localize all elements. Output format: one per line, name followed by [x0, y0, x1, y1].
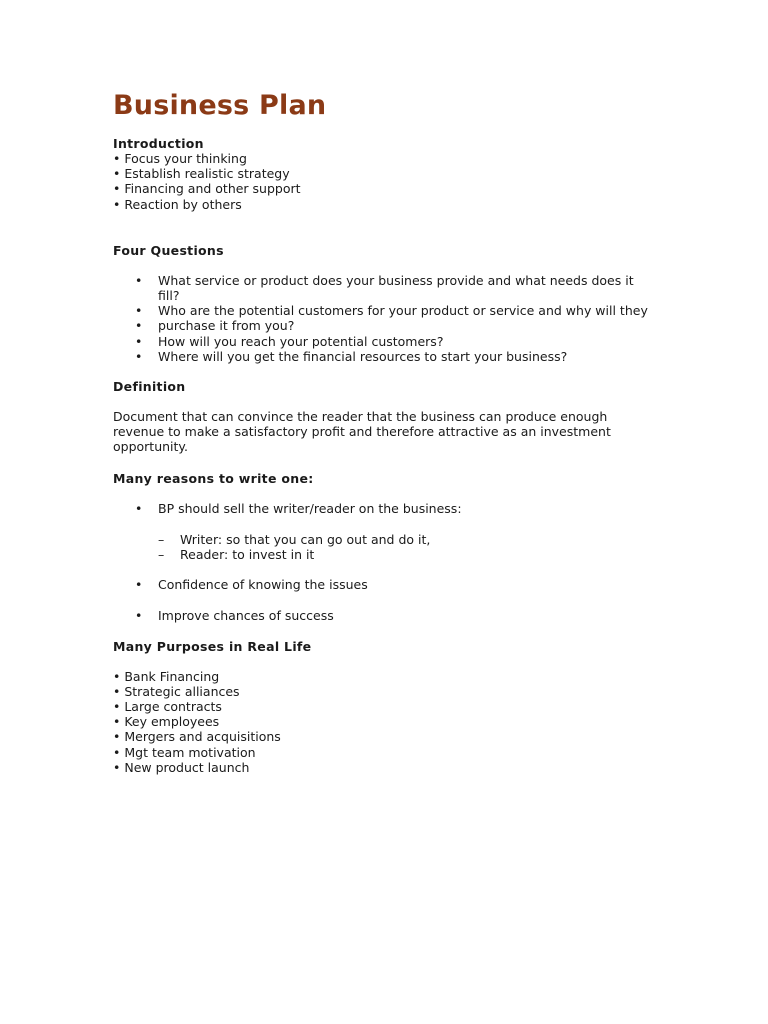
introduction-list	[113, 151, 673, 212]
list-item: • Establish realistic strategy	[113, 166, 290, 182]
document-page	[113, 88, 673, 775]
list-item: • How will you reach your potential customers?	[135, 333, 444, 349]
four-questions-list	[113, 273, 673, 364]
dash-icon: –	[158, 547, 165, 563]
purposes-heading: Many Purposes in Real Life	[113, 638, 312, 654]
list-item: • Where will you get the financial resources to start your business?	[135, 348, 568, 364]
list-item: • Mergers and acquisitions	[113, 729, 281, 745]
list-item: • Mgt team motivation	[113, 744, 256, 760]
page-title: Business Plan	[113, 90, 327, 121]
bullet-icon: •	[135, 500, 143, 516]
definition-line: Document that can convince the reader that the business can produce enough	[113, 409, 608, 425]
dash-icon: –	[158, 531, 165, 547]
reasons-list	[113, 501, 673, 516]
reasons-sublist	[113, 532, 673, 562]
list-item: • Bank Financing	[113, 668, 220, 684]
list-item: • What service or product does your business provide and what needs does it	[135, 272, 634, 288]
list-item: • Key employees	[113, 714, 220, 730]
bullet-icon: •	[135, 272, 143, 288]
definition-line: opportunity.	[113, 439, 189, 455]
four-questions-heading: Four Questions	[113, 242, 224, 258]
list-item: • Improve chances of success	[135, 608, 334, 624]
purposes-list	[113, 669, 673, 775]
list-item: • BP should sell the writer/reader on the business:	[135, 500, 462, 516]
definition-line: revenue to make a satisfactory profit and therefore attractive as an investment	[113, 424, 611, 440]
list-item: • New product launch	[113, 759, 250, 775]
sub-list-item: – Reader: to invest in it	[158, 547, 315, 563]
reasons-heading: Many reasons to write one:	[113, 470, 314, 486]
bullet-icon: •	[135, 303, 143, 319]
list-item: • Confidence of knowing the issues	[135, 577, 368, 593]
sub-list-item: – Writer: so that you can go out and do it,	[158, 531, 431, 547]
bullet-icon: •	[135, 608, 143, 624]
list-item: • Strategic alliances	[113, 683, 240, 699]
bullet-icon: •	[135, 333, 143, 349]
list-item: • Large contracts	[113, 699, 222, 715]
list-item-continuation: fill?	[158, 288, 180, 304]
bullet-icon: •	[135, 318, 143, 334]
list-item: • Reaction by others	[113, 196, 242, 212]
list-item: • Focus your thinking	[113, 151, 247, 166]
list-item: • Financing and other support	[113, 181, 301, 197]
definition-heading: Definition	[113, 379, 186, 395]
list-item: • Who are the potential customers for your product or service and why will they	[135, 303, 648, 319]
bullet-icon: •	[135, 348, 143, 364]
introduction-heading: Introduction	[113, 136, 204, 151]
list-item: • purchase it from you?	[135, 318, 295, 334]
bullet-icon: •	[135, 577, 143, 593]
